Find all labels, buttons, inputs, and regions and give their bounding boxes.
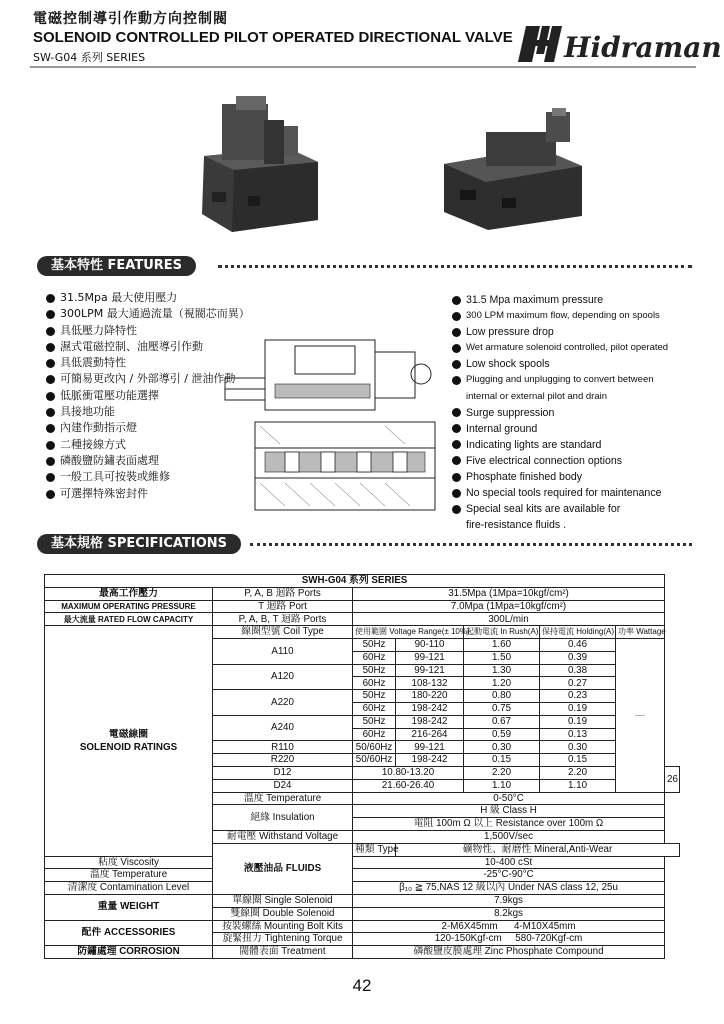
features-list-chinese bbox=[46, 290, 250, 502]
feature-cn-item: 可簡易更改內 / 外部導引 / 泄油作動 bbox=[46, 371, 250, 387]
coil-voltage-range: 198-242 bbox=[396, 715, 464, 728]
mounting-bolt-value: 2-M6X45mm 4-M10X45mm bbox=[353, 920, 665, 933]
coil-inrush: 1.10 bbox=[464, 779, 540, 792]
feature-cn-item: 內建作動指示燈 bbox=[46, 420, 250, 436]
coil-frequency: 50Hz bbox=[353, 690, 396, 703]
viscosity-label: 粘度 Viscosity bbox=[45, 856, 213, 869]
feature-en-item-continuation: fire-resistance fluids . bbox=[466, 519, 567, 532]
coil-voltage-range: 99-121 bbox=[396, 664, 464, 677]
coil-inrush: 0.59 bbox=[464, 728, 540, 741]
coil-name: A110 bbox=[213, 638, 353, 664]
cleanliness-label: 清潔度 Contamination Level bbox=[45, 882, 213, 895]
rated-flow-label: 最大流量 RATED FLOW CAPACITY bbox=[45, 613, 213, 626]
valve-photo-left bbox=[192, 96, 324, 236]
features-heading: 基本特性 FEATURES bbox=[37, 256, 196, 276]
feature-en-item: Special seal kits are available for bbox=[452, 501, 668, 517]
feature-en-item: Surge suppression bbox=[452, 405, 668, 421]
coil-name: D12 bbox=[213, 766, 353, 779]
coil-frequency: 60Hz bbox=[353, 651, 396, 664]
valve-photo-right bbox=[440, 108, 586, 232]
feature-cn-item: 磷酸鹽防鏽表面處理 bbox=[46, 453, 250, 469]
svg-text:Hidraman: Hidraman bbox=[564, 31, 722, 64]
coil-holding: 0.46 bbox=[540, 638, 616, 651]
header-holding: 保持電流 Holding(A) bbox=[540, 626, 616, 639]
feature-cn-item: 300LPM 最大通過流量（視閥芯而異） bbox=[46, 306, 250, 322]
coil-name: R220 bbox=[213, 754, 353, 767]
fluid-type-label: 種類 Type bbox=[353, 843, 396, 856]
header-voltage-range: 使用範圍 Voltage Range(± 10%) bbox=[353, 626, 464, 639]
feature-en-item-continuation: internal or external pilot and drain bbox=[466, 390, 608, 402]
header-wattage: 功率 Wattage bbox=[616, 626, 665, 639]
feature-en-item: 300 LPM maximum flow, depending on spools bbox=[452, 308, 668, 324]
insulation-class: H 級 Class H bbox=[353, 805, 665, 818]
coil-holding: 0.19 bbox=[540, 715, 616, 728]
coil-inrush: 1.50 bbox=[464, 651, 540, 664]
coil-type-label: 線圈型號 Coil Type bbox=[213, 626, 353, 639]
feature-cn-item: 31.5Mpa 最大使用壓力 bbox=[46, 290, 250, 306]
mounting-bolt-label: 按裝螺絲 Mounting Bolt Kits bbox=[213, 920, 353, 933]
tightening-torque-label: 旋緊扭力 Tightening Torque bbox=[213, 933, 353, 946]
page-header bbox=[33, 8, 513, 65]
coil-name: A220 bbox=[213, 690, 353, 716]
coil-voltage-range: 180-220 bbox=[396, 690, 464, 703]
coil-voltage-range: 108-132 bbox=[396, 677, 464, 690]
feature-cn-item: 一般工具可按裝或維修 bbox=[46, 469, 250, 485]
coil-voltage-range: 21.60-26.40 bbox=[353, 779, 464, 792]
double-solenoid-label: 雙線圈 Double Solenoid bbox=[213, 907, 353, 920]
treatment-label: 閥體表面 Treatment bbox=[213, 946, 353, 959]
feature-en-item: Phosphate finished body bbox=[452, 469, 668, 485]
corrosion-label: 防鏽處理 CORROSION bbox=[45, 946, 213, 959]
double-solenoid-value: 8.2kgs bbox=[353, 907, 665, 920]
feature-en-item: Low pressure drop bbox=[452, 324, 668, 340]
coil-holding: 0.38 bbox=[540, 664, 616, 677]
coil-frequency: 50Hz bbox=[353, 715, 396, 728]
max-pressure-cn: 最高工作壓力 bbox=[45, 587, 213, 600]
coil-name: R110 bbox=[213, 741, 353, 754]
coil-holding: 0.39 bbox=[540, 651, 616, 664]
title-english: SOLENOID CONTROLLED PILOT OPERATED DIRECTIONAL VALVE bbox=[33, 29, 513, 46]
feature-cn-item: 濕式電磁控制、油壓導引作動 bbox=[46, 339, 250, 355]
coil-frequency: 50/60Hz bbox=[353, 741, 396, 754]
feature-cn-item: 低脈衝電壓功能選擇 bbox=[46, 388, 250, 404]
cleanliness-value: β₁₀ ≧ 75,NAS 12 級以內 Under NAS class 12, 25u bbox=[353, 882, 665, 895]
insulation-resistance: 電阻 100m Ω 以上 Resistance over 100m Ω bbox=[353, 818, 665, 831]
single-solenoid-value: 7.9kgs bbox=[353, 894, 665, 907]
coil-holding: 2.20 bbox=[540, 766, 616, 779]
coil-inrush: 0.67 bbox=[464, 715, 540, 728]
feature-en-item: Plugging and unplugging to convert between bbox=[452, 372, 668, 388]
coil-frequency: 50Hz bbox=[353, 664, 396, 677]
solenoid-ratings-label bbox=[45, 626, 213, 856]
title-chinese: 電磁控制導引作動方向控制閥 bbox=[33, 11, 228, 27]
fluid-temp-label: 溫度 Temperature bbox=[45, 869, 213, 882]
header-divider bbox=[30, 66, 696, 68]
tightening-torque-value: 120-150Kgf-cm 580-720Kgf-cm bbox=[353, 933, 665, 946]
insulation-label: 絕緣 Insulation bbox=[213, 805, 353, 831]
coil-voltage-range: 90-110 bbox=[396, 638, 464, 651]
coil-holding: 0.19 bbox=[540, 702, 616, 715]
hidraman-logo bbox=[518, 24, 722, 64]
features-list-english bbox=[452, 292, 668, 533]
fluid-temp-value: -25°C-90°C bbox=[353, 869, 665, 882]
valve-cross-section-diagram bbox=[225, 338, 440, 518]
max-pressure-en: MAXIMUM OPERATING PRESSURE bbox=[45, 600, 213, 613]
feature-en-item: No special tools required for maintenance bbox=[452, 485, 668, 501]
coil-inrush: 2.20 bbox=[464, 766, 540, 779]
feature-cn-item: 具低壓力降特性 bbox=[46, 323, 250, 339]
coil-name: A240 bbox=[213, 715, 353, 741]
ports-pab-value: 31.5Mpa (1Mpa=10kgf/cm²) bbox=[353, 587, 665, 600]
treatment-value: 磷酸鹽皮膜處理 Zinc Phosphate Compound bbox=[353, 946, 665, 959]
feature-en-item: Low shock spools bbox=[452, 356, 668, 372]
feature-cn-item: 具低震動特性 bbox=[46, 355, 250, 371]
withstand-voltage-label: 耐電壓 Withstand Voltage bbox=[213, 830, 353, 843]
solenoid-ratings-cn: 電磁線圈 bbox=[108, 728, 149, 740]
viscosity-value: 10-400 cSt bbox=[353, 856, 665, 869]
specifications-heading: 基本規格 SPECIFICATIONS bbox=[37, 534, 241, 554]
coil-frequency: 60Hz bbox=[353, 702, 396, 715]
feature-en-item: Wet armature solenoid controlled, pilot operated bbox=[452, 340, 668, 356]
header-inrush: 起動電流 In Rush(A) bbox=[464, 626, 540, 639]
specifications-table bbox=[44, 574, 680, 959]
coil-voltage-range: 198-242 bbox=[396, 754, 464, 767]
coil-inrush: 1.60 bbox=[464, 638, 540, 651]
features-dotted-rule bbox=[218, 265, 692, 268]
coil-holding: 0.27 bbox=[540, 677, 616, 690]
coil-holding: 1.10 bbox=[540, 779, 616, 792]
coil-inrush: 1.20 bbox=[464, 677, 540, 690]
coil-frequency: 60Hz bbox=[353, 677, 396, 690]
feature-cn-item: 具接地功能 bbox=[46, 404, 250, 420]
coil-inrush: 0.15 bbox=[464, 754, 540, 767]
coil-frequency: 50/60Hz bbox=[353, 754, 396, 767]
coil-name: D24 bbox=[213, 779, 353, 792]
ac-wattage: — bbox=[616, 638, 665, 792]
solenoid-temp-value: 0-50°C bbox=[353, 792, 665, 805]
coil-voltage-range: 10.80-13.20 bbox=[353, 766, 464, 779]
feature-cn-item: 二種接線方式 bbox=[46, 437, 250, 453]
coil-frequency: 50Hz bbox=[353, 638, 396, 651]
specifications-dotted-rule bbox=[250, 543, 692, 546]
coil-inrush: 1.30 bbox=[464, 664, 540, 677]
ports-t-label: T 迴路 Port bbox=[213, 600, 353, 613]
fluids-label: 液壓油品 FLUIDS bbox=[213, 843, 353, 894]
solenoid-temp-label: 溫度 Temperature bbox=[213, 792, 353, 805]
ports-t-value: 7.0Mpa (1Mpa=10kgf/cm²) bbox=[353, 600, 665, 613]
ports-pabt-label: P, A, B, T 迴路 Ports bbox=[213, 613, 353, 626]
coil-holding: 0.30 bbox=[540, 741, 616, 754]
coil-frequency: 60Hz bbox=[353, 728, 396, 741]
coil-inrush: 0.30 bbox=[464, 741, 540, 754]
single-solenoid-label: 單線圈 Single Solenoid bbox=[213, 894, 353, 907]
solenoid-ratings-en: SOLENOID RATINGS bbox=[79, 741, 178, 753]
coil-voltage-range: 99-121 bbox=[396, 741, 464, 754]
coil-inrush: 0.80 bbox=[464, 690, 540, 703]
feature-en-item: Internal ground bbox=[452, 421, 668, 437]
weight-label: 重量 WEIGHT bbox=[45, 894, 213, 920]
page-number: 42 bbox=[352, 976, 372, 995]
coil-holding: 0.15 bbox=[540, 754, 616, 767]
coil-holding: 0.13 bbox=[540, 728, 616, 741]
ports-pab-label: P, A, B 迴路 Ports bbox=[213, 587, 353, 600]
feature-cn-item: 可選擇特殊密封件 bbox=[46, 486, 250, 502]
feature-en-item: Indicating lights are standard bbox=[452, 437, 668, 453]
series-label: SW-G04 系列 SERIES bbox=[33, 51, 146, 64]
coil-voltage-range: 99-121 bbox=[396, 651, 464, 664]
fluid-type-value: 礦物性、耐磨性 Mineral,Anti-Wear bbox=[396, 843, 680, 856]
withstand-voltage-value: 1,500V/sec bbox=[353, 830, 665, 843]
coil-voltage-range: 198-242 bbox=[396, 702, 464, 715]
dc-wattage: 26 bbox=[665, 766, 680, 792]
coil-name: A120 bbox=[213, 664, 353, 690]
coil-voltage-range: 216-264 bbox=[396, 728, 464, 741]
accessories-label: 配件 ACCESSORIES bbox=[45, 920, 213, 946]
feature-en-item: 31.5 Mpa maximum pressure bbox=[452, 292, 668, 308]
rated-flow-value: 300L/min bbox=[353, 613, 665, 626]
feature-en-item: Five electrical connection options bbox=[452, 453, 668, 469]
coil-holding: 0.23 bbox=[540, 690, 616, 703]
table-title: SWH-G04 系列 SERIES bbox=[45, 575, 665, 588]
coil-inrush: 0.75 bbox=[464, 702, 540, 715]
